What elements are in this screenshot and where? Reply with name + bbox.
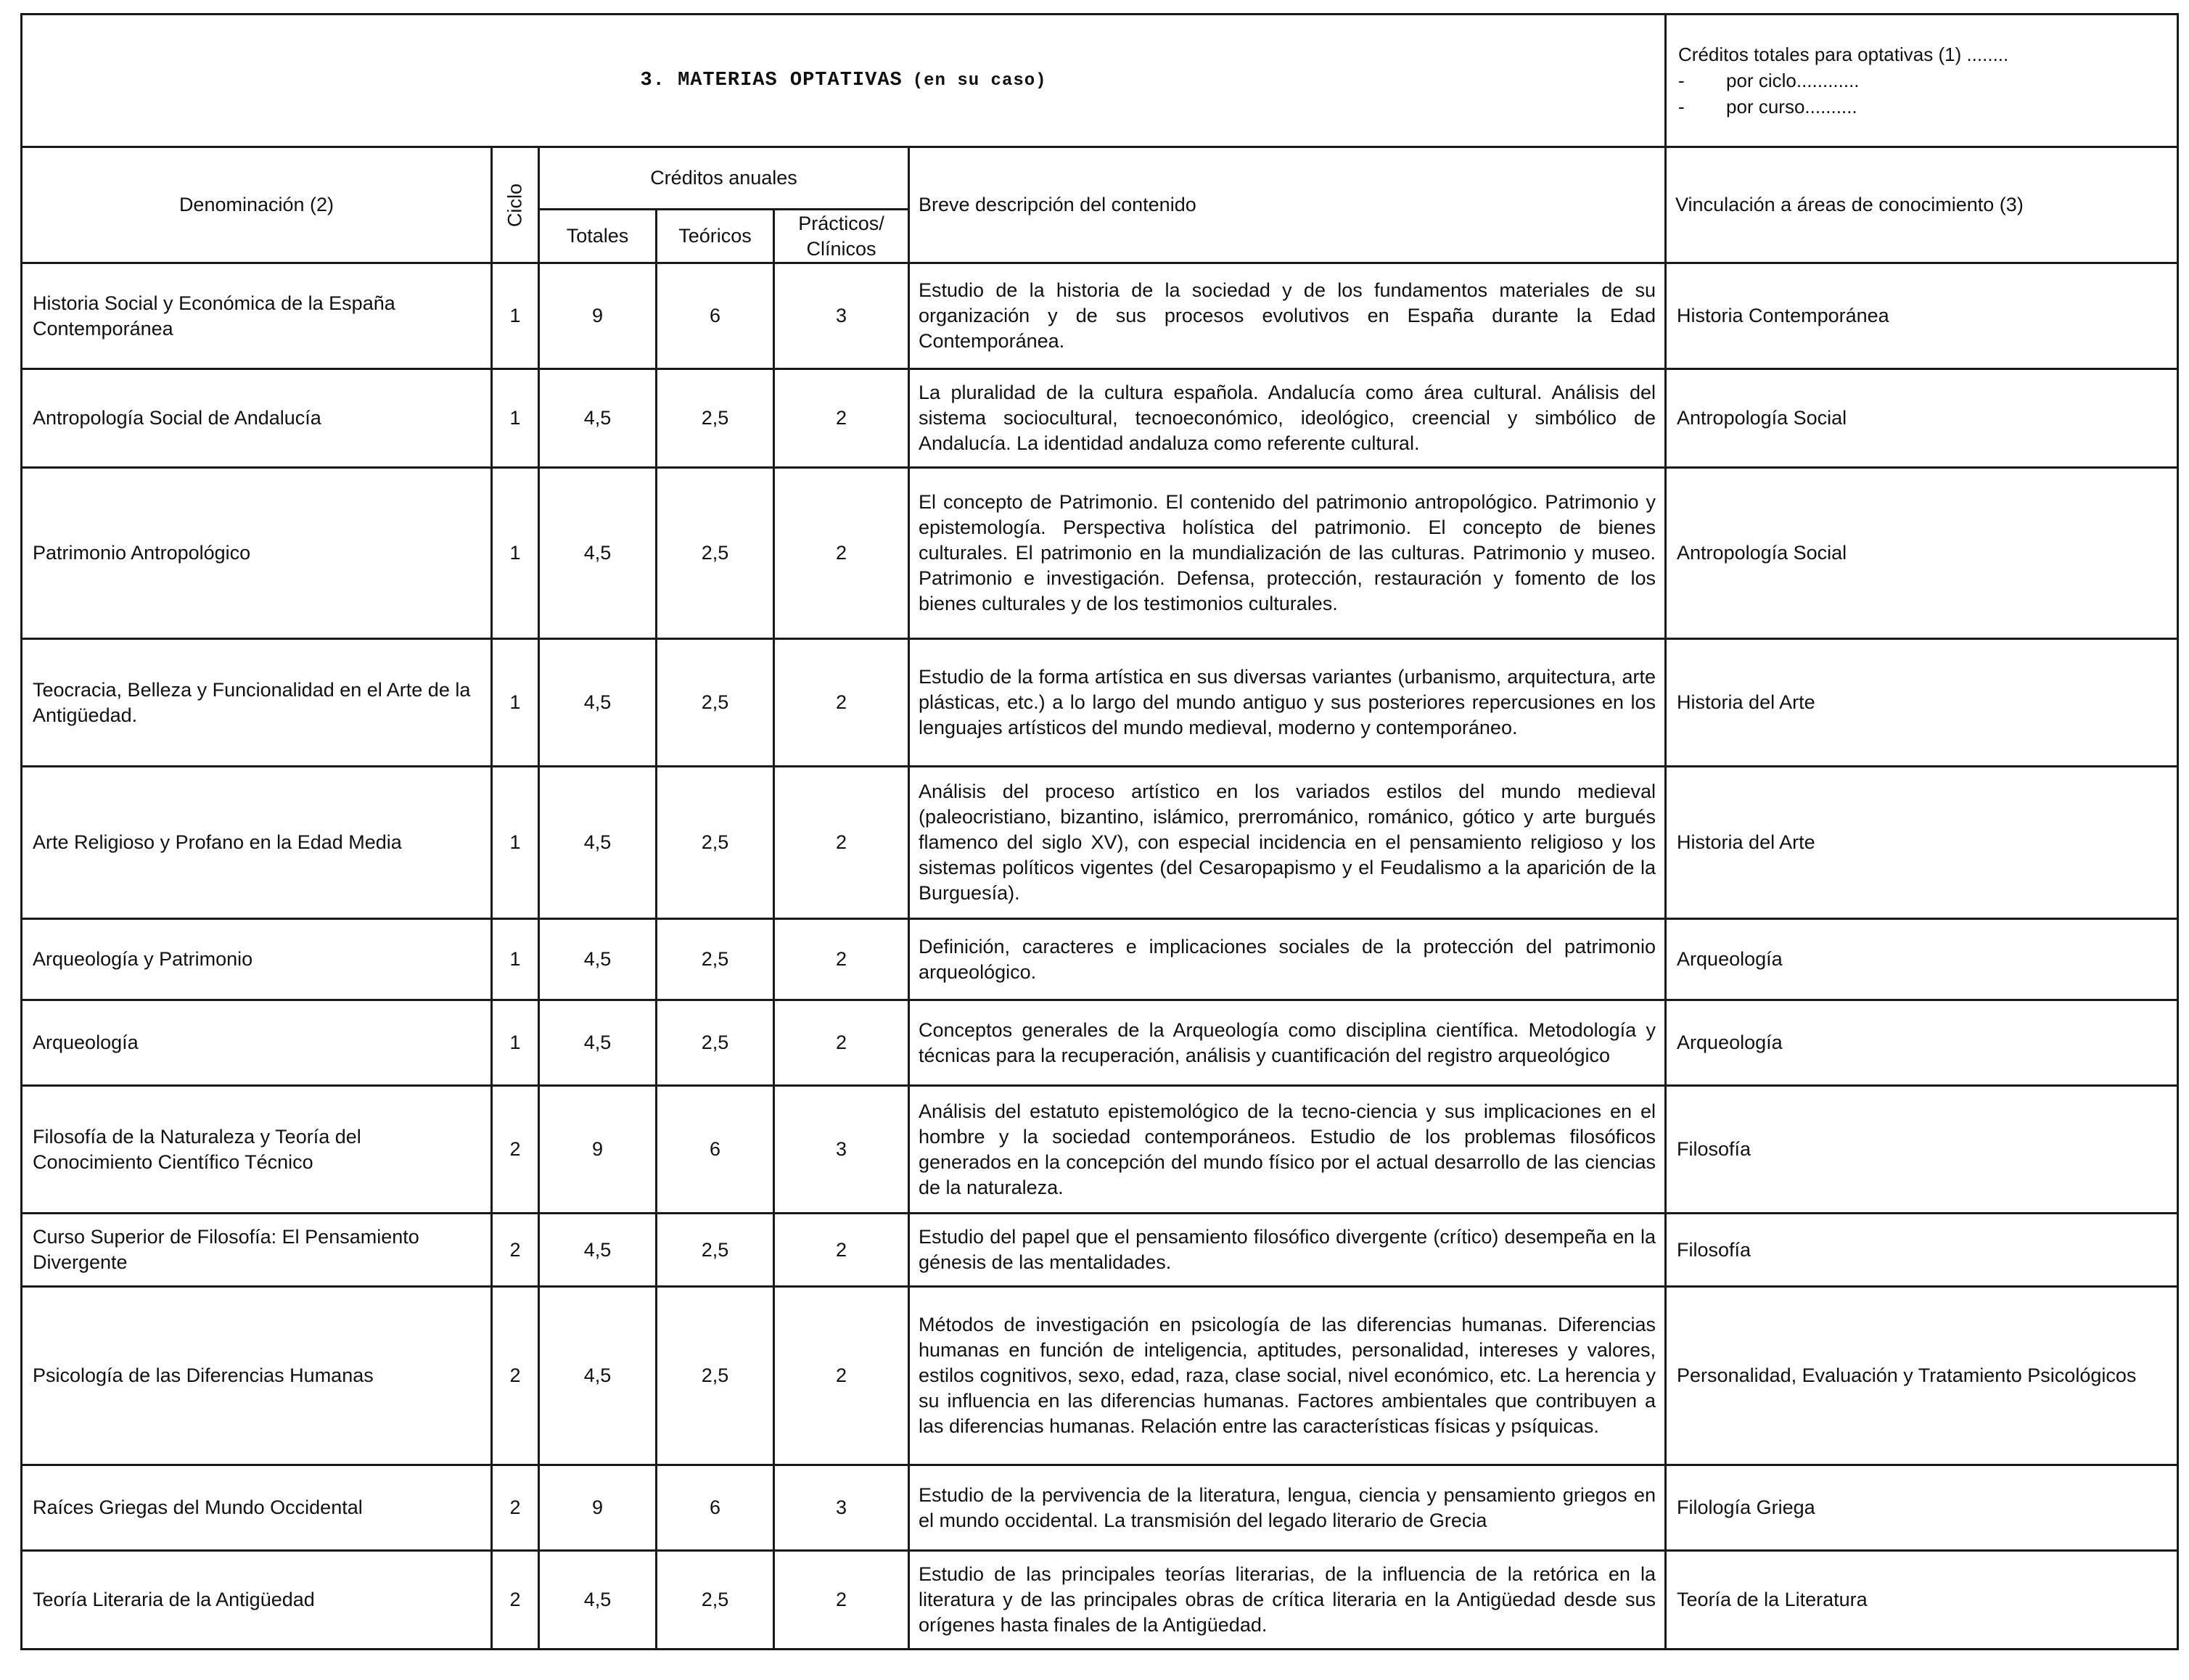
column-header-row-1 (22, 147, 2178, 210)
practicos-value: 2 (774, 1551, 909, 1650)
table-row (22, 767, 2178, 919)
header-creditos-anuales: Créditos anuales (539, 147, 909, 210)
content-description: Análisis del proceso artístico en los variados estilos del mundo medieval (paleocristiano, bizantino, islámico, prerrománico, románico, gótico y arte burgués flamenco del siglo XV), con especial incidencia en el pensamiento religioso y los sistemas políticos vigentes (del Cesaropapismo y el Feudalismo a la aparición de la Burguesía). (909, 767, 1666, 919)
ciclo-value: 1 (492, 767, 539, 919)
header-denominacion: Denominación (2) (22, 147, 492, 263)
table-row (22, 369, 2178, 468)
totales-value: 9 (539, 263, 657, 369)
subject-name: Arqueología y Patrimonio (22, 919, 492, 1000)
section-title-text: 3. MATERIAS OPTATIVAS (640, 69, 903, 91)
content-description: Estudio de la historia de la sociedad y de los fundamentos materiales de su organización y de sus procesos evolutivos en España durante la Edad Contemporánea. (909, 263, 1666, 369)
content-description: Estudio de la forma artística en sus diversas variantes (urbanismo, arquitectura, arte plásticas, etc.) a lo largo del mundo antiguo y sus posteriores repercusiones en los lenguajes artísticos del mundo medieval, moderno y contemporáneo. (909, 639, 1666, 767)
ciclo-value: 1 (492, 468, 539, 639)
optativas-table (20, 13, 2179, 1650)
title-row (22, 15, 2178, 147)
ciclo-value: 2 (492, 1214, 539, 1287)
teoricos-value: 2,5 (657, 1000, 774, 1086)
header-ciclo (492, 147, 539, 263)
totales-value: 4,5 (539, 369, 657, 468)
content-description: Definición, caracteres e implicaciones sociales de la protección del patrimonio arqueológico. (909, 919, 1666, 1000)
teoricos-value: 6 (657, 263, 774, 369)
content-description: Estudio de las principales teorías literarias, de la influencia de la retórica en la literatura y de las principales obras de crítica literaria en la Antigüedad desde sus orígenes hasta finales de la Antigüedad. (909, 1551, 1666, 1650)
content-description: Estudio del papel que el pensamiento filosófico divergente (crítico) desempeña en la génesis de las mentalidades. (909, 1214, 1666, 1287)
ciclo-value: 1 (492, 919, 539, 1000)
totales-value: 4,5 (539, 919, 657, 1000)
subject-name: Psicología de las Diferencias Humanas (22, 1287, 492, 1465)
section-title-note: (en su caso) (912, 70, 1047, 91)
ciclo-value: 1 (492, 263, 539, 369)
credits-por-curso: por curso.......... (1726, 96, 1857, 118)
practicos-value: 3 (774, 263, 909, 369)
content-description: El concepto de Patrimonio. El contenido del patrimonio antropológico. Patrimonio y epistemología. Perspectiva holística del patrimonio. El concepto de bienes culturales. El patrimonio en la mundialización de las culturas. Patrimonio y museo. Patrimonio e investigación. Defensa, protección, restauración y fomento de los bienes culturales y de los testimonios culturales. (909, 468, 1666, 639)
subject-name: Filosofía de la Naturaleza y Teoría del Conocimiento Científico Técnico (22, 1086, 492, 1214)
knowledge-area: Arqueología (1666, 1000, 2178, 1086)
practicos-value: 3 (774, 1086, 909, 1214)
practicos-value: 2 (774, 468, 909, 639)
table-row (22, 1287, 2178, 1465)
subject-name: Raíces Griegas del Mundo Occidental (22, 1465, 492, 1551)
practicos-value: 2 (774, 1214, 909, 1287)
table-row (22, 1551, 2178, 1650)
credits-ciclo-line (1678, 67, 2165, 94)
teoricos-value: 2,5 (657, 1214, 774, 1287)
practicos-value: 2 (774, 369, 909, 468)
header-descripcion: Breve descripción del contenido (909, 147, 1666, 263)
subject-name: Patrimonio Antropológico (22, 468, 492, 639)
subject-name: Historia Social y Económica de la España Contemporánea (22, 263, 492, 369)
credits-por-ciclo: por ciclo............ (1726, 70, 1860, 91)
totales-value: 4,5 (539, 1287, 657, 1465)
header-totales: Totales (539, 210, 657, 263)
credits-dash: - (1678, 70, 1685, 91)
header-practicos: Prácticos/ Clínicos (774, 210, 909, 263)
content-description: Estudio de la pervivencia de la literatura, lengua, ciencia y pensamiento griegos en el mundo occidental. La transmisión del legado literario de Grecia (909, 1465, 1666, 1551)
knowledge-area: Arqueología (1666, 919, 2178, 1000)
credits-total-line: Créditos totales para optativas (1) ........ (1678, 44, 2009, 65)
ciclo-value: 2 (492, 1287, 539, 1465)
practicos-value: 2 (774, 919, 909, 1000)
teoricos-value: 2,5 (657, 468, 774, 639)
totales-value: 4,5 (539, 468, 657, 639)
ciclo-value: 2 (492, 1551, 539, 1650)
teoricos-value: 2,5 (657, 767, 774, 919)
content-description: Métodos de investigación en psicología de las diferencias humanas. Diferencias humanas en función de inteligencia, aptitudes, personalidad, intereses y valores, estilos cognitivos, sexo, edad, raza, clase social, nivel económico, etc. La herencia y su influencia en las diferencias humanas. Factores ambientales que contribuyen a las diferencias humanas. Relación entre las características físicas y psíquicas. (909, 1287, 1666, 1465)
header-vinculacion: Vinculación a áreas de conocimiento (3) (1666, 147, 2178, 263)
content-description: Conceptos generales de la Arqueología como disciplina científica. Metodología y técnicas para la recuperación, análisis y cuantificación del registro arqueológico (909, 1000, 1666, 1086)
ciclo-value: 1 (492, 1000, 539, 1086)
totales-value: 4,5 (539, 1000, 657, 1086)
teoricos-value: 2,5 (657, 1287, 774, 1465)
knowledge-area: Filología Griega (1666, 1465, 2178, 1551)
practicos-value: 3 (774, 1465, 909, 1551)
table-row (22, 468, 2178, 639)
knowledge-area: Antropología Social (1666, 369, 2178, 468)
teoricos-value: 2,5 (657, 639, 774, 767)
subject-name: Antropología Social de Andalucía (22, 369, 492, 468)
totales-value: 4,5 (539, 1551, 657, 1650)
table-row (22, 1465, 2178, 1551)
credits-totals-box (1666, 15, 2178, 147)
subject-name: Arqueología (22, 1000, 492, 1086)
subject-name: Teoría Literaria de la Antigüedad (22, 1551, 492, 1650)
table-row (22, 1086, 2178, 1214)
knowledge-area: Historia del Arte (1666, 639, 2178, 767)
knowledge-area: Personalidad, Evaluación y Tratamiento Psicológicos (1666, 1287, 2178, 1465)
ciclo-value: 1 (492, 369, 539, 468)
subject-name: Teocracia, Belleza y Funcionalidad en el Arte de la Antigüedad. (22, 639, 492, 767)
content-description: La pluralidad de la cultura española. Andalucía como área cultural. Análisis del sistema sociocultural, tecnoeconómico, ideológico, creencial y simbólico de Andalucía. La identidad andaluza como referente cultural. (909, 369, 1666, 468)
teoricos-value: 2,5 (657, 1551, 774, 1650)
totales-value: 4,5 (539, 639, 657, 767)
knowledge-area: Teoría de la Literatura (1666, 1551, 2178, 1650)
table-row (22, 1214, 2178, 1287)
credits-curso-line (1678, 94, 2165, 120)
ciclo-value: 2 (492, 1086, 539, 1214)
table-row (22, 639, 2178, 767)
ciclo-value: 1 (492, 639, 539, 767)
credits-dash: - (1678, 96, 1685, 118)
practicos-value: 2 (774, 1287, 909, 1465)
table-row (22, 919, 2178, 1000)
header-teoricos: Teóricos (657, 210, 774, 263)
totales-value: 4,5 (539, 767, 657, 919)
subject-name: Arte Religioso y Profano en la Edad Media (22, 767, 492, 919)
header-ciclo-label: Ciclo (504, 183, 526, 227)
totales-value: 4,5 (539, 1214, 657, 1287)
subject-name: Curso Superior de Filosofía: El Pensamiento Divergente (22, 1214, 492, 1287)
practicos-value: 2 (774, 1000, 909, 1086)
teoricos-value: 6 (657, 1086, 774, 1214)
knowledge-area: Filosofía (1666, 1086, 2178, 1214)
ciclo-value: 2 (492, 1465, 539, 1551)
knowledge-area: Historia Contemporánea (1666, 263, 2178, 369)
knowledge-area: Filosofía (1666, 1214, 2178, 1287)
totales-value: 9 (539, 1465, 657, 1551)
knowledge-area: Historia del Arte (1666, 767, 2178, 919)
table-row (22, 1000, 2178, 1086)
practicos-value: 2 (774, 639, 909, 767)
teoricos-value: 2,5 (657, 369, 774, 468)
teoricos-value: 2,5 (657, 919, 774, 1000)
teoricos-value: 6 (657, 1465, 774, 1551)
section-title (22, 15, 1666, 147)
content-description: Análisis del estatuto epistemológico de la tecno-ciencia y sus implicaciones en el hombre y la sociedad contemporáneos. Estudio de los problemas filosóficos generados en la concepción del mundo físico por el actual desarrollo de las ciencias de la naturaleza. (909, 1086, 1666, 1214)
totales-value: 9 (539, 1086, 657, 1214)
practicos-value: 2 (774, 767, 909, 919)
knowledge-area: Antropología Social (1666, 468, 2178, 639)
table-row (22, 263, 2178, 369)
